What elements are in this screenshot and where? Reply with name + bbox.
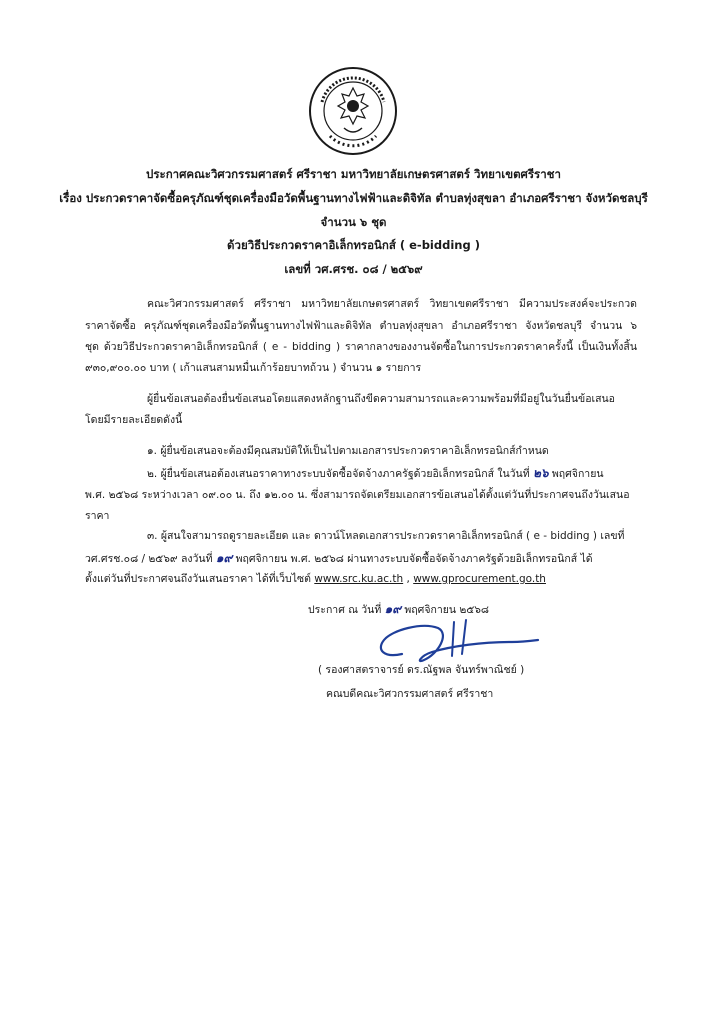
item-2-day: ๒๖ [532, 466, 549, 480]
announce-date-label: ประกาศ ณ วันที่ [308, 604, 382, 616]
signatory-name: ( รองศาสตราจารย์ ดร.ณัฐพล จันทร์พาณิชย์ ) [318, 664, 525, 676]
conditions-line-1: ผู้ยื่นข้อเสนอต้องยื่นข้อเสนอโดยแสดงหลักฐานถึงขีดความสามารถและความพร้อมที่มีอยู่ในวันยื่นข้อเสนอ [147, 393, 615, 405]
university-seal-icon [308, 66, 398, 156]
announcement-number: เลขที่ วศ.ศรช. ๐๘ / ๒๕๖๙ [284, 262, 423, 276]
item-3-line-1: ๓. ผู้สนใจสามารถดูรายละเอียด และ ดาวน์โหลดเอกสารประกวดราคาอิเล็กทรอนิกส์ ( e - bidding ) เลขที่ [147, 530, 625, 542]
item-1: ๑. ผู้ยื่นข้อเสนอจะต้องมีคุณสมบัติให้เป็นไปตามเอกสารประกวดราคาอิเล็กทรอนิกส์กำหนด [147, 445, 549, 457]
link-separator: , [406, 573, 410, 585]
item-3-text: พฤศจิกายน พ.ศ. ๒๕๖๘ ผ่านทางระบบจัดซื้อจัดจ้างภาครัฐด้วยอิเล็กทรอนิกส์ ได้ [235, 553, 593, 565]
announcement-method: ด้วยวิธีประกวดราคาอิเล็กทรอนิกส์ ( e-bidding ) [227, 238, 480, 252]
item-3-website-label: ตั้งแต่วันที่ประกาศจนถึงวันเสนอราคา ได้ที่เว็บไซต์ [85, 573, 311, 585]
announcement-quantity: จำนวน ๖ ชุด [320, 215, 387, 229]
gprocurement-website-link[interactable]: www.gprocurement.go.th [413, 573, 546, 585]
intro-line-1: คณะวิศวกรรมศาสตร์ ศรีราชา มหาวิทยาลัยเกษตรศาสตร์ วิทยาเขตศรีราชา มีความประสงค์จะประกวด [147, 298, 637, 310]
item-3-doc-ref: วศ.ศรช.๐๘ / ๒๕๖๙ ลงวันที่ [85, 553, 213, 565]
item-2-line-3: ราคา [85, 510, 110, 522]
item-3-line-2 [85, 552, 593, 566]
src-website-link[interactable]: www.src.ku.ac.th [314, 573, 404, 585]
intro-line-4: ๙๓๐,๙๐๐.๐๐ บาท ( เก้าแสนสามหมื่นเก้าร้อยบาทถ้วน ) จำนวน ๑ รายการ [85, 362, 422, 374]
item-2-line-1 [147, 467, 604, 481]
intro-line-3: ชุด ด้วยวิธีประกวดราคาอิเล็กทรอนิกส์ ( e - bidding ) ราคากลางของงานจัดซื้อในการประกวดราคาครั้งนี้ เป็นเงินทั้งสิ้น [85, 341, 637, 353]
item-3-line-3 [85, 573, 546, 586]
conditions-line-2: โดยมีรายละเอียดดังนี้ [85, 414, 183, 426]
signatory-position: คณบดีคณะวิศวกรรมศาสตร์ ศรีราชา [326, 688, 494, 700]
announce-month-year: พฤศจิกายน ๒๕๖๘ [404, 604, 490, 616]
item-2-line-2: พ.ศ. ๒๕๖๘ ระหว่างเวลา ๐๙.๐๐ น. ถึง ๑๒.๐๐ น. ซึ่งสามารถจัดเตรียมเอกสารข้อเสนอได้ตั้งแต่วันที่ประกาศจนถึงวันเสนอ [85, 489, 630, 501]
intro-line-2: ราคาจัดซื้อ ครุภัณฑ์ชุดเครื่องมือวัดพื้นฐานทางไฟฟ้าและดิจิทัล ตำบลทุ่งสุขลา อำเภอศรีราชา จังหวัดชลบุรี จำนวน ๖ [85, 320, 637, 332]
announcement-title: ประกาศคณะวิศวกรรมศาสตร์ ศรีราชา มหาวิทยาลัยเกษตรศาสตร์ วิทยาเขตศรีราชา [146, 167, 561, 181]
item-3-day: ๑๙ [215, 551, 233, 565]
item-2-text: ๒. ผู้ยื่นข้อเสนอต้องเสนอราคาทางระบบจัดซื้อจัดจ้างภาครัฐด้วยอิเล็กทรอนิกส์ ในวันที่ [147, 468, 530, 480]
announce-day: ๑๙ [384, 602, 402, 616]
item-2-month: พฤศจิกายน [551, 468, 604, 480]
handwritten-signature-icon [362, 612, 552, 672]
announcement-subject: เรื่อง ประกวดราคาจัดซื้อครุภัณฑ์ชุดเครื่องมือวัดพื้นฐานทางไฟฟ้าและดิจิทัล ตำบลทุ่งสุขลา อำเภอศรีราชา จังหวัดชลบุรี [59, 191, 648, 205]
